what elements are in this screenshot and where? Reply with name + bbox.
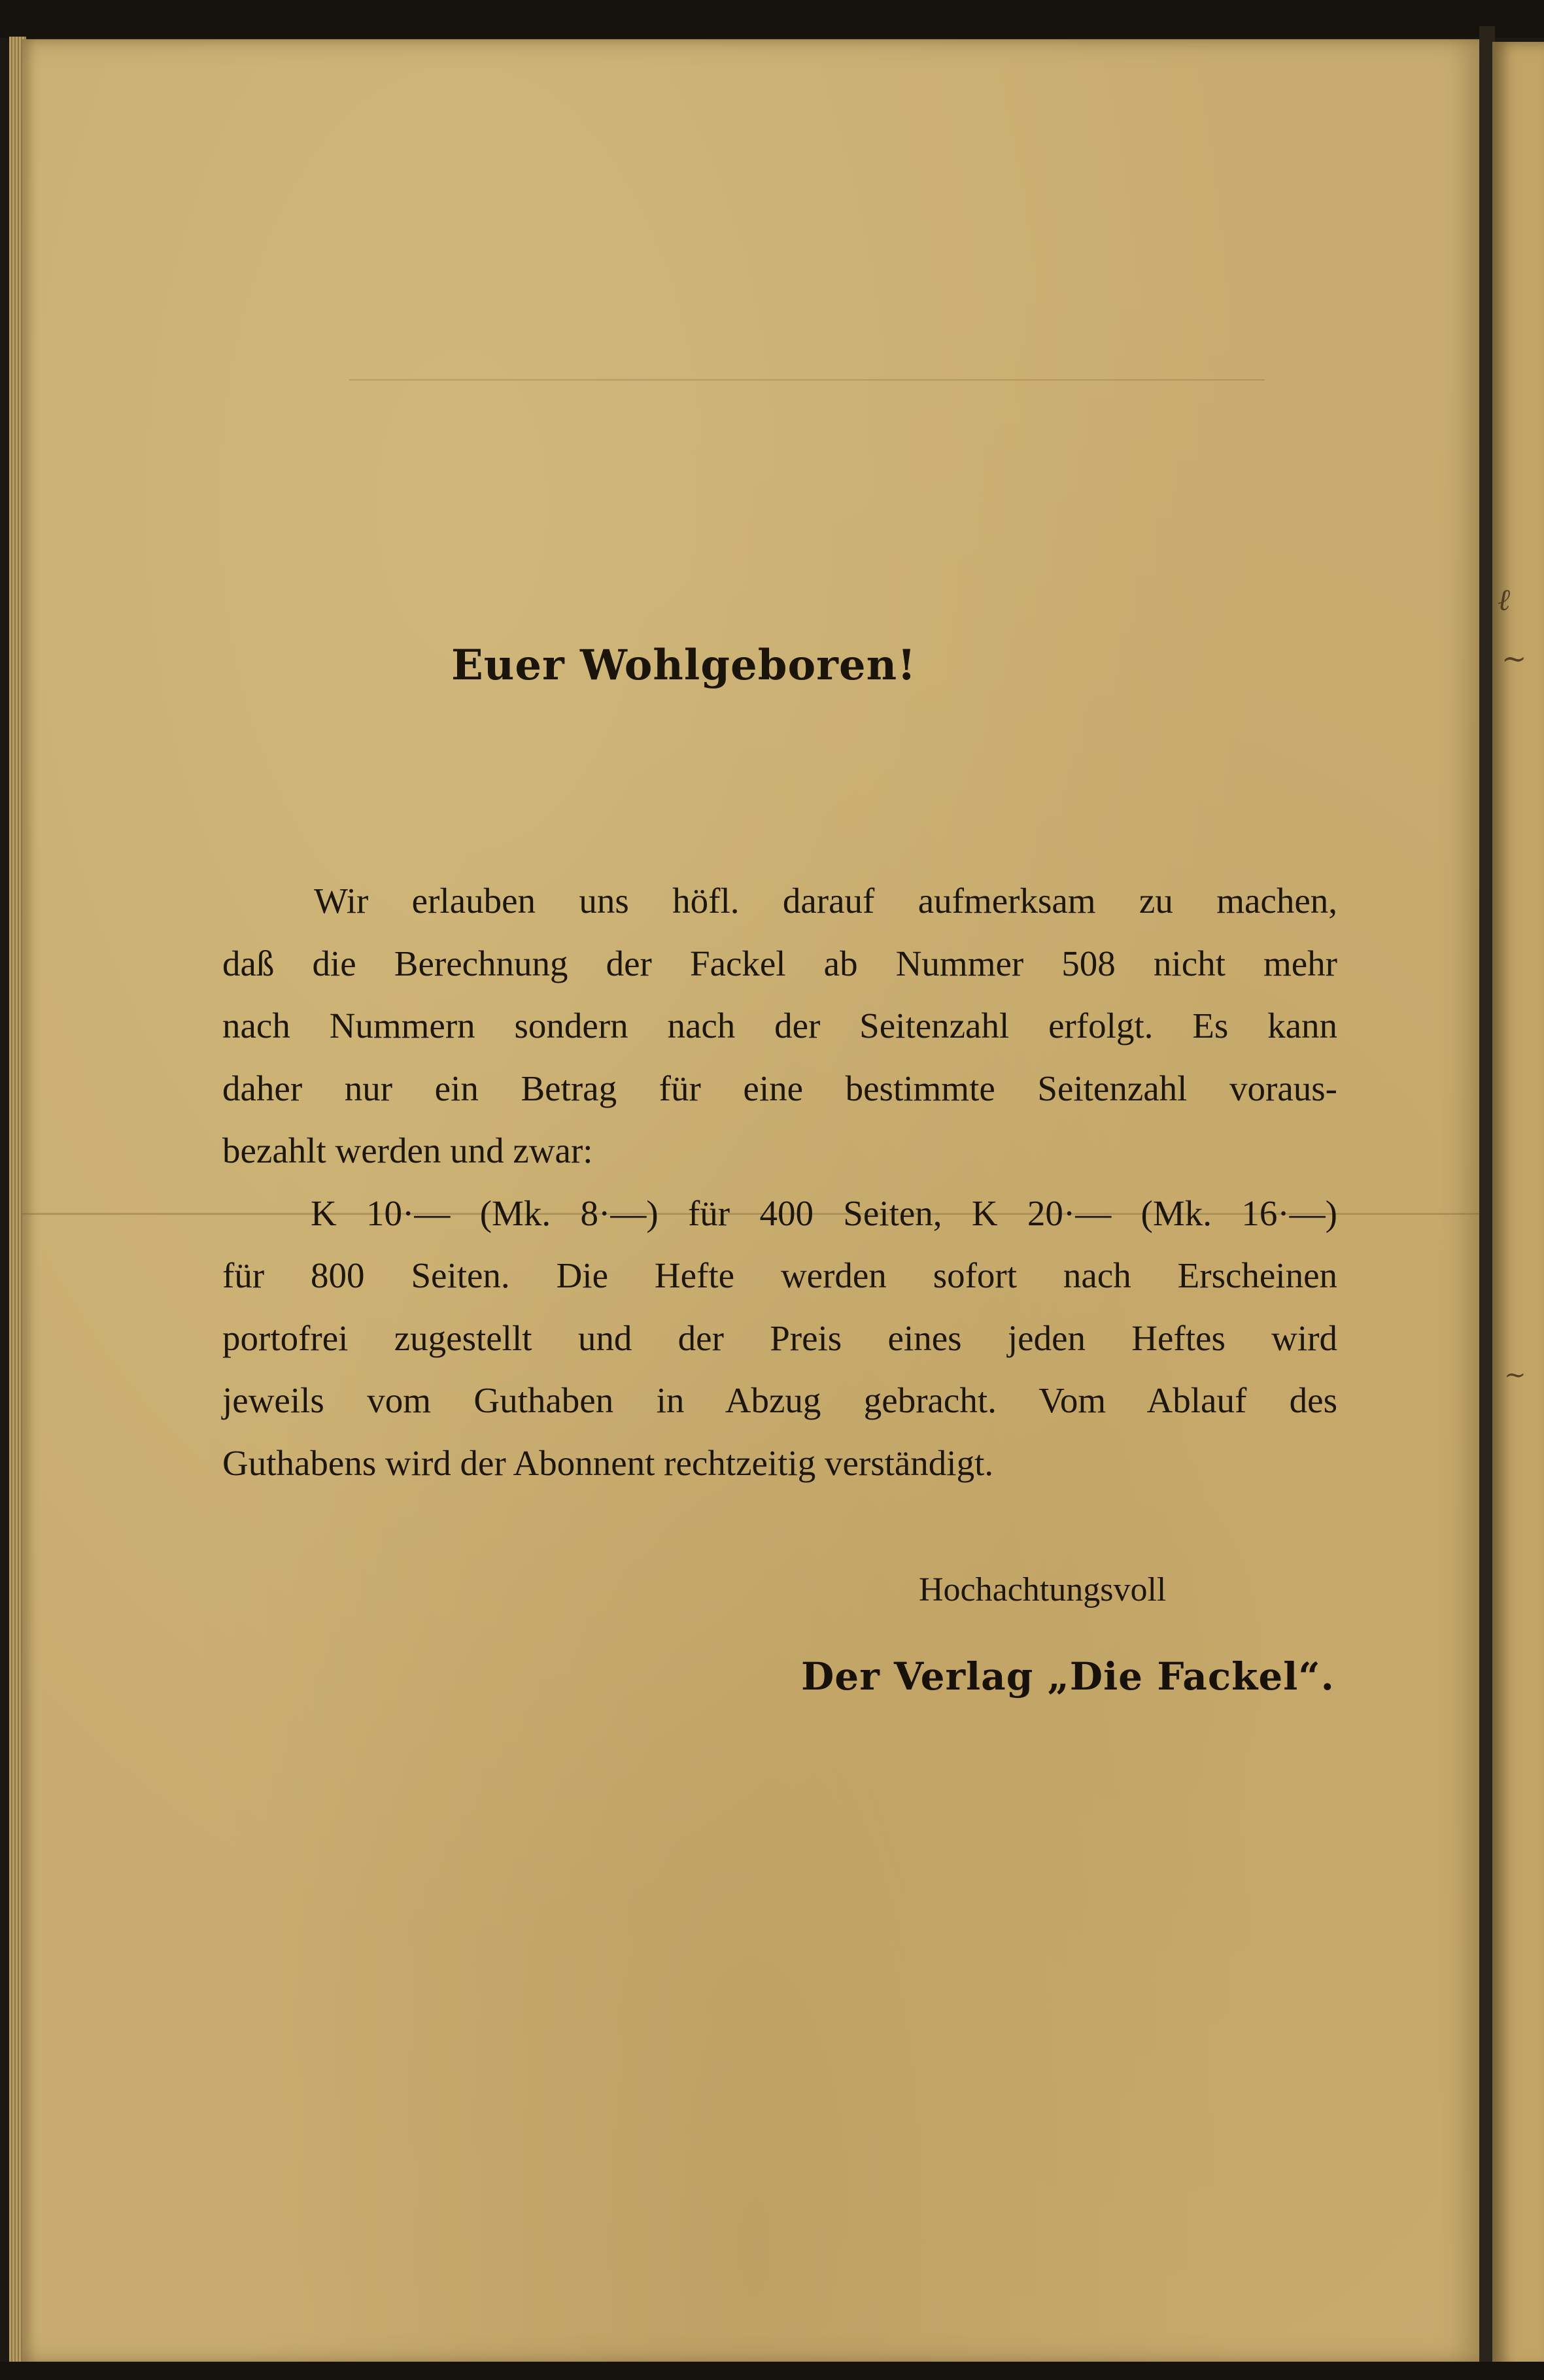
letter-body [222,870,1337,1494]
handwritten-mark: ~ [1504,1360,1526,1390]
body-line: Guthabens wird der Abonnent rechtzeitig verständigt. [222,1442,994,1483]
salutation: Euer Wohlgeboren! [451,641,917,690]
facing-page-edge [1492,42,1544,2370]
scan-border-top [0,0,1544,38]
signature: Der Verlag „Die Fackel“. [801,1654,1335,1699]
handwritten-mark: ℓ [1498,582,1511,617]
body-line: nach Nummern sondern nach der Seitenzahl erfolgt. Es kann [222,1006,1337,1046]
closing: Hochachtungsvoll [919,1571,1167,1608]
body-line: daher nur ein Betrag für eine bestimmte Seitenzahl voraus- [222,1068,1337,1108]
faint-rule [349,379,1265,381]
body-line: portofrei zugestellt und der Preis eines jeden Heftes wird [222,1318,1337,1358]
body-line: jeweils vom Guthaben in Abzug gebracht. Vom Ablauf des [222,1380,1337,1420]
body-line: für 800 Seiten. Die Hefte werden sofort nach Erscheinen [222,1255,1337,1295]
body-line: K 10·— (Mk. 8·—) für 400 Seiten, K 20·— (Mk. 16·—) [311,1193,1337,1233]
body-line: Wir erlauben uns höfl. darauf aufmerksam zu machen, [314,881,1337,921]
scan-border-bottom [0,2362,1544,2380]
body-line: daß die Berechnung der Fackel ab Nummer 508 nicht mehr [222,943,1337,983]
handwritten-mark: ~ [1501,641,1527,676]
body-line: bezahlt werden und zwar: [222,1130,593,1170]
